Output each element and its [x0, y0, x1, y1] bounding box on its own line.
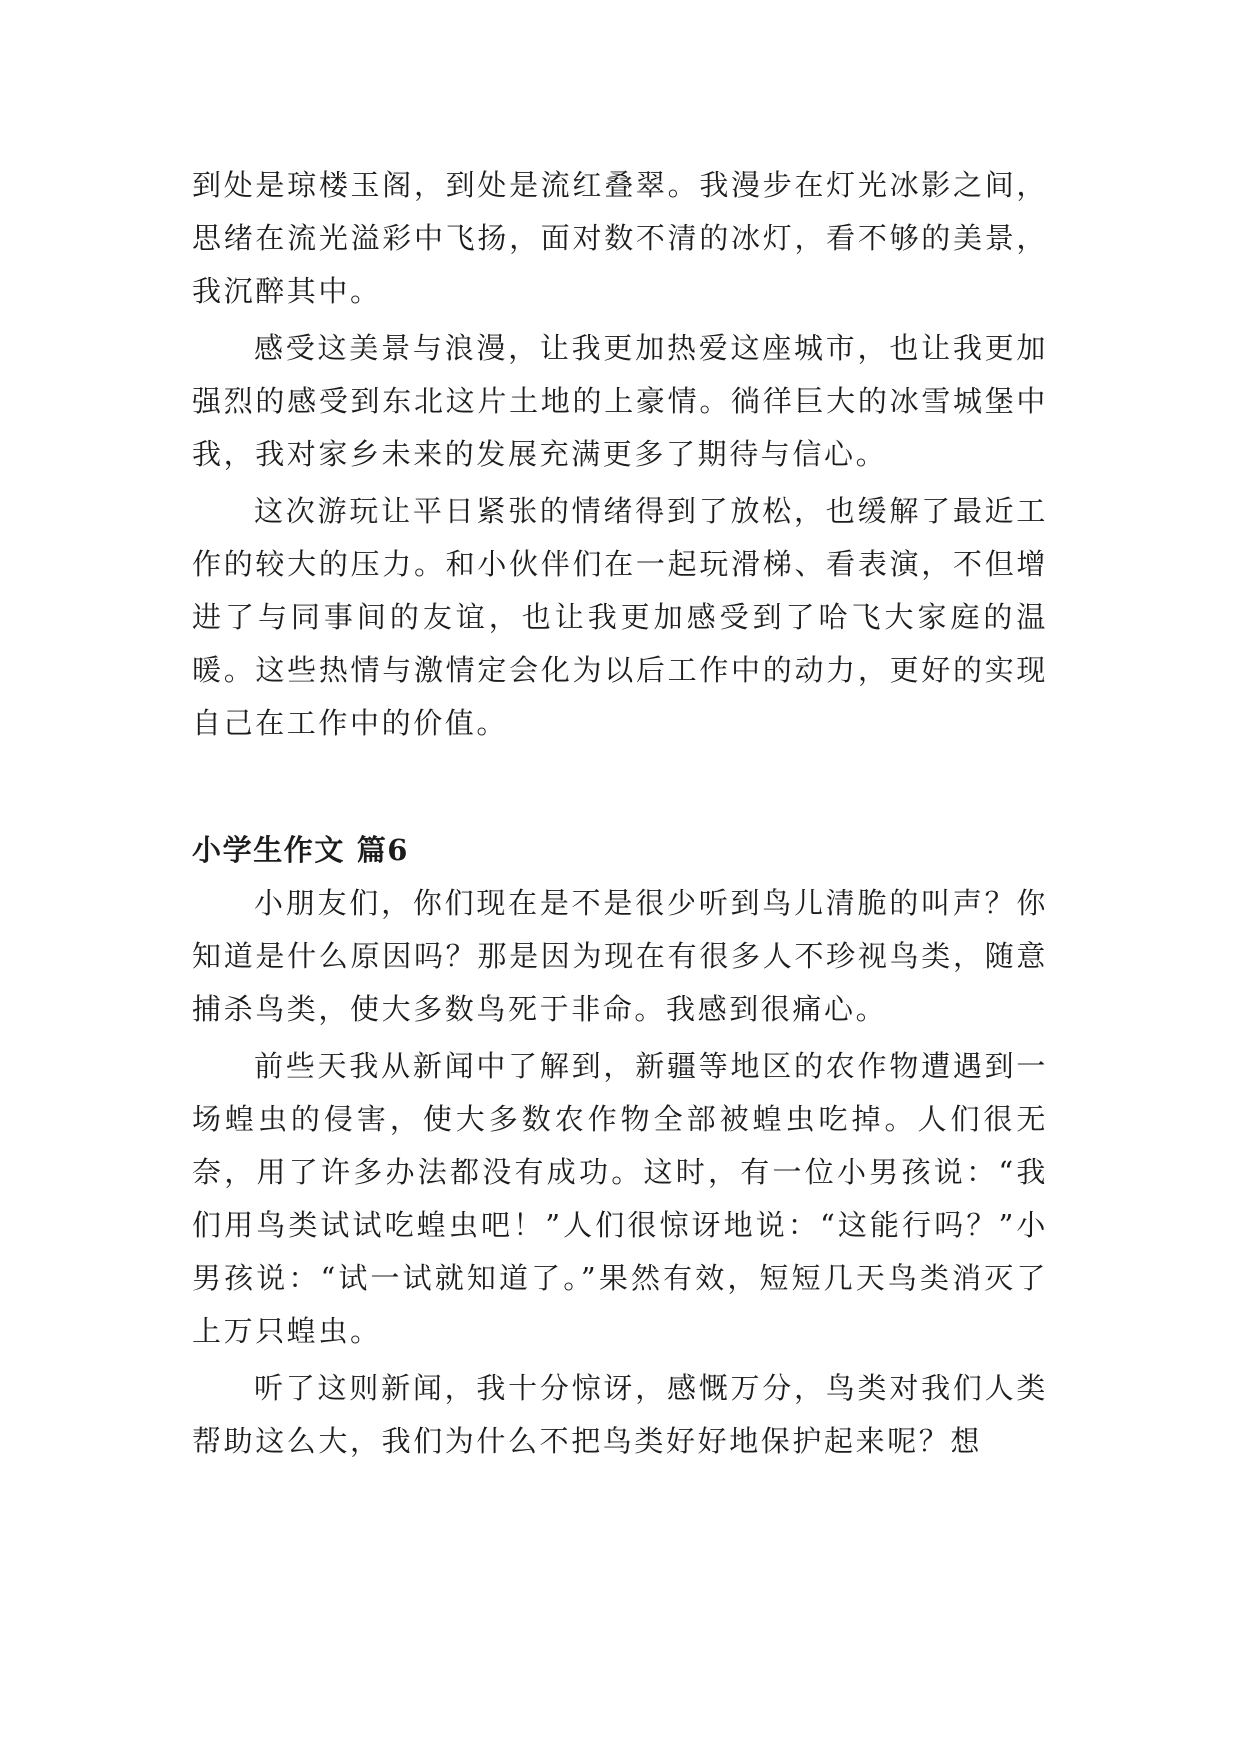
paragraph: 感受这美景与浪漫，让我更加热爱这座城市，也让我更加强烈的感受到东北这片土地的上豪情。徜徉巨大的冰雪城堡中我，我对家乡未来的发展充满更多了期待与信心。: [192, 331, 1048, 471]
paragraph: 小朋友们，你们现在是不是很少听到鸟儿清脆的叫声？你知道是什么原因吗？那是因为现在有很多人不珍视鸟类，随意捕杀鸟类，使大多数鸟死于非命。我感到很痛心。: [192, 886, 1048, 1026]
paragraph: 这次游玩让平日紧张的情绪得到了放松，也缓解了最近工作的较大的压力。和小伙伴们在一起玩滑梯、看表演，不但增进了与同事间的友谊，也让我更加感受到了哈飞大家庭的温暖。这些热情与激情定会化为以后工作中的动力，更好的实现自己在工作中的价值。: [192, 494, 1048, 740]
section-title: 小学生作文 篇6: [192, 833, 410, 867]
paragraph: 前些天我从新闻中了解到，新疆等地区的农作物遭遇到一场蝗虫的侵害，使大多数农作物全部被蝗虫吃掉。人们很无奈，用了许多办法都没有成功。这时，有一位小男孩说：“我们用鸟类试试吃蝗虫吧！”人们很惊讶地说：“这能行吗？”小男孩说：“试一试就知道了。”果然有效，短短几天鸟类消灭了上万只蝗虫。: [192, 1049, 1048, 1348]
paragraph: 听了这则新闻，我十分惊讶，感慨万分，鸟类对我们人类帮助这么大，我们为什么不把鸟类好好地保护起来呢？想: [192, 1371, 1048, 1458]
document-body: [192, 159, 1048, 1468]
paragraph-continued: 到处是琼楼玉阁，到处是流红叠翠。我漫步在灯光冰影之间，思绪在流光溢彩中飞扬，面对数不清的冰灯，看不够的美景，我沉醉其中。: [192, 168, 1048, 308]
